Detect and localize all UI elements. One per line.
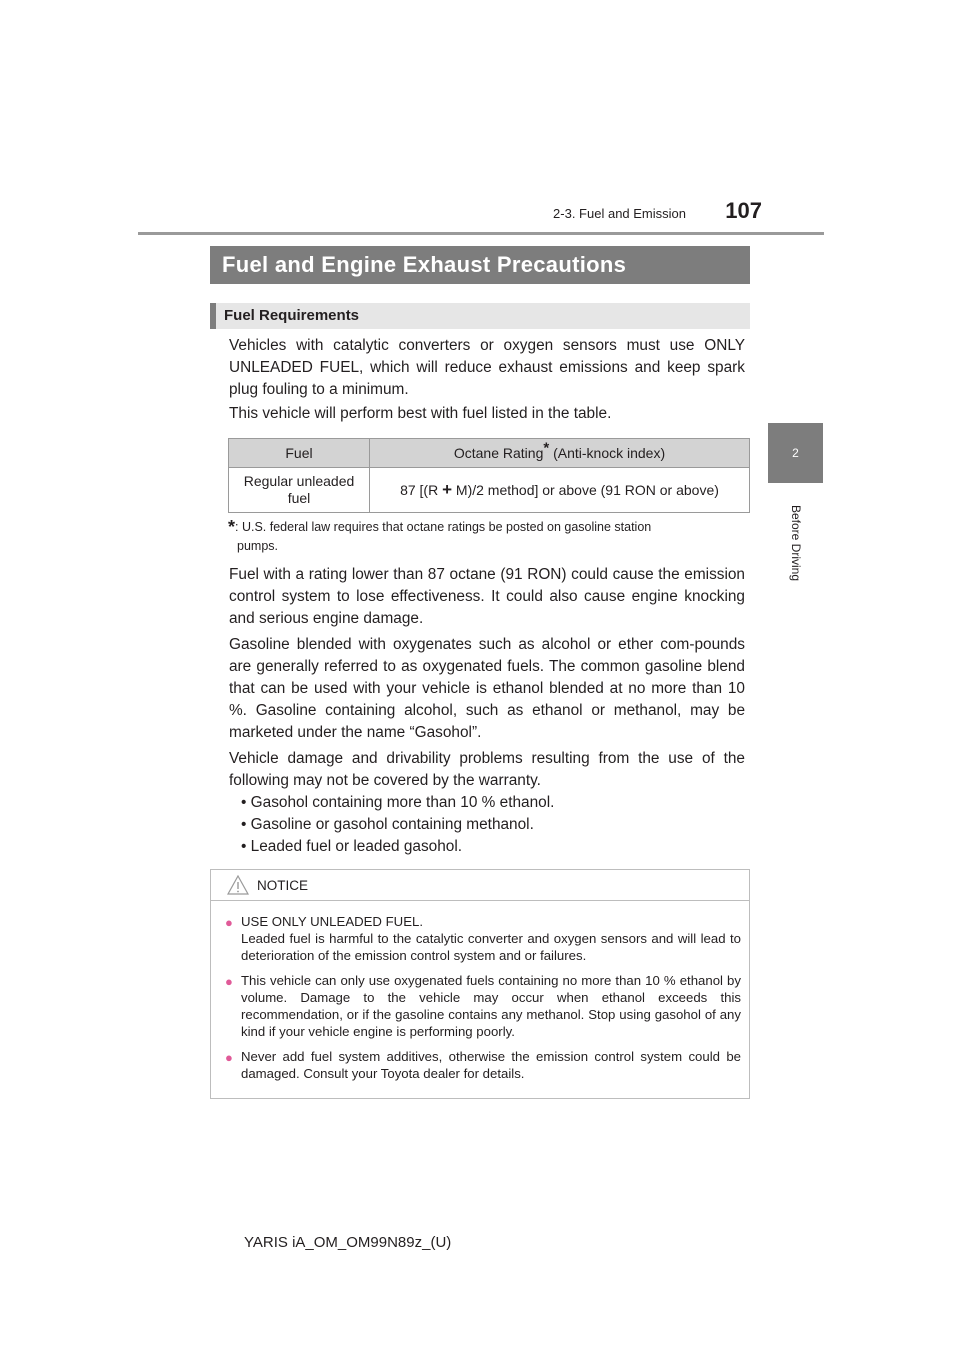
notice-box (210, 869, 750, 1099)
table-header-octane (370, 439, 750, 468)
octane-value-end: M)/2 method] or above (91 RON or above) (455, 482, 719, 498)
footnote-mark: * (228, 517, 236, 537)
octane-header-note: (Anti-knock index) (553, 445, 666, 461)
notice-list (211, 901, 749, 1082)
running-header-section: 2-3. Fuel and Emission (553, 206, 686, 221)
table-cell-fuel: Regular unleaded fuel (229, 468, 370, 513)
asterisk-mark: * (543, 439, 550, 457)
list-item (225, 1048, 741, 1082)
intro-paragraph-1: Vehicles with catalytic converters or oxygen sensors must use ONLY UNLEADED FUEL, which will reduce exhaust emissions and keep spark plug fouling to a minimum. (229, 337, 745, 398)
list-item: • Gasohol containing more than 10 % ethanol. (241, 792, 741, 814)
footnote-text: : U.S. federal law requires that octane ratings be posted on gasoline station (235, 520, 652, 534)
notice-item-text: This vehicle can only use oxygenated fuels containing no more than 10 % ethanol by volume. Damage to the vehicle may occur when ethanol exceeds this recommendation, or if the gasoline contains any methanol. Stop using gasohol of any kind if your vehicle engine is performing poorly. (241, 973, 741, 1039)
chapter-label: Before Driving (789, 504, 803, 582)
list-item (225, 972, 741, 1040)
page-title: Fuel and Engine Exhaust Precautions (210, 246, 750, 284)
octane-header-label: Octane Rating (453, 445, 544, 461)
bullet-dot-icon: ● (225, 915, 233, 930)
footnote-text-continued: pumps. (237, 539, 278, 553)
list-item: • Leaded fuel or leaded gasohol. (241, 836, 741, 858)
octane-value-start: 87 [(R (400, 482, 439, 498)
header-divider (138, 232, 824, 235)
notice-item-text: Leaded fuel is harmful to the catalytic converter and oxygen sensors and will lead to deterioration of the emission control system and or failures. (241, 931, 741, 963)
table-header-fuel: Fuel (229, 439, 370, 468)
bullet-dot-icon: ● (225, 974, 233, 989)
bullet-dot-icon: ● (225, 1050, 233, 1065)
subsection-heading: Fuel Requirements (210, 303, 750, 329)
page-number: 107 (725, 198, 762, 223)
warranty-exclusion-list (241, 792, 741, 858)
chapter-label-container (760, 498, 832, 588)
warning-triangle-icon (227, 875, 249, 895)
document-footer: YARIS iA_OM_OM99N89z_(U) (244, 1234, 452, 1251)
intro-paragraph-2: This vehicle will perform best with fuel listed in the table. (229, 405, 612, 422)
table-row (229, 468, 750, 513)
chapter-tab (768, 423, 823, 483)
table-cell-octane (370, 468, 750, 513)
footnote (228, 518, 746, 556)
notice-heading: NOTICE (257, 877, 309, 893)
table-header-row (229, 439, 750, 468)
notice-header (211, 870, 749, 901)
body-paragraph-1: Fuel with a rating lower than 87 octane (91 RON) could cause the emission control system to lose effectiveness. It could also cause engine knocking and serious engine damage. (229, 566, 745, 627)
list-item (225, 913, 741, 964)
plus-sign: + (442, 480, 453, 499)
fuel-table (228, 438, 750, 513)
list-item: • Gasoline or gasohol containing methanol. (241, 814, 741, 836)
body-paragraph-3: Vehicle damage and drivability problems resulting from the use of the following may not be covered by the warranty. (229, 750, 745, 789)
body-paragraph-2: Gasoline blended with oxygenates such as alcohol or ether com-pounds are generally referred to as oxygenated fuels. The common gasoline blend that can be used with your vehicle is ethanol blended at no more than 10 %. Gasoline containing alcohol, such as ethanol or methanol, may be marketed under the name “Gasohol”. (229, 636, 745, 741)
notice-item-title: USE ONLY UNLEADED FUEL. (241, 914, 423, 929)
notice-item-text: Never add fuel system additives, otherwise the emission control system could be damaged. Consult your Toyota dealer for details. (241, 1049, 741, 1081)
chapter-number: 2 (792, 446, 799, 460)
